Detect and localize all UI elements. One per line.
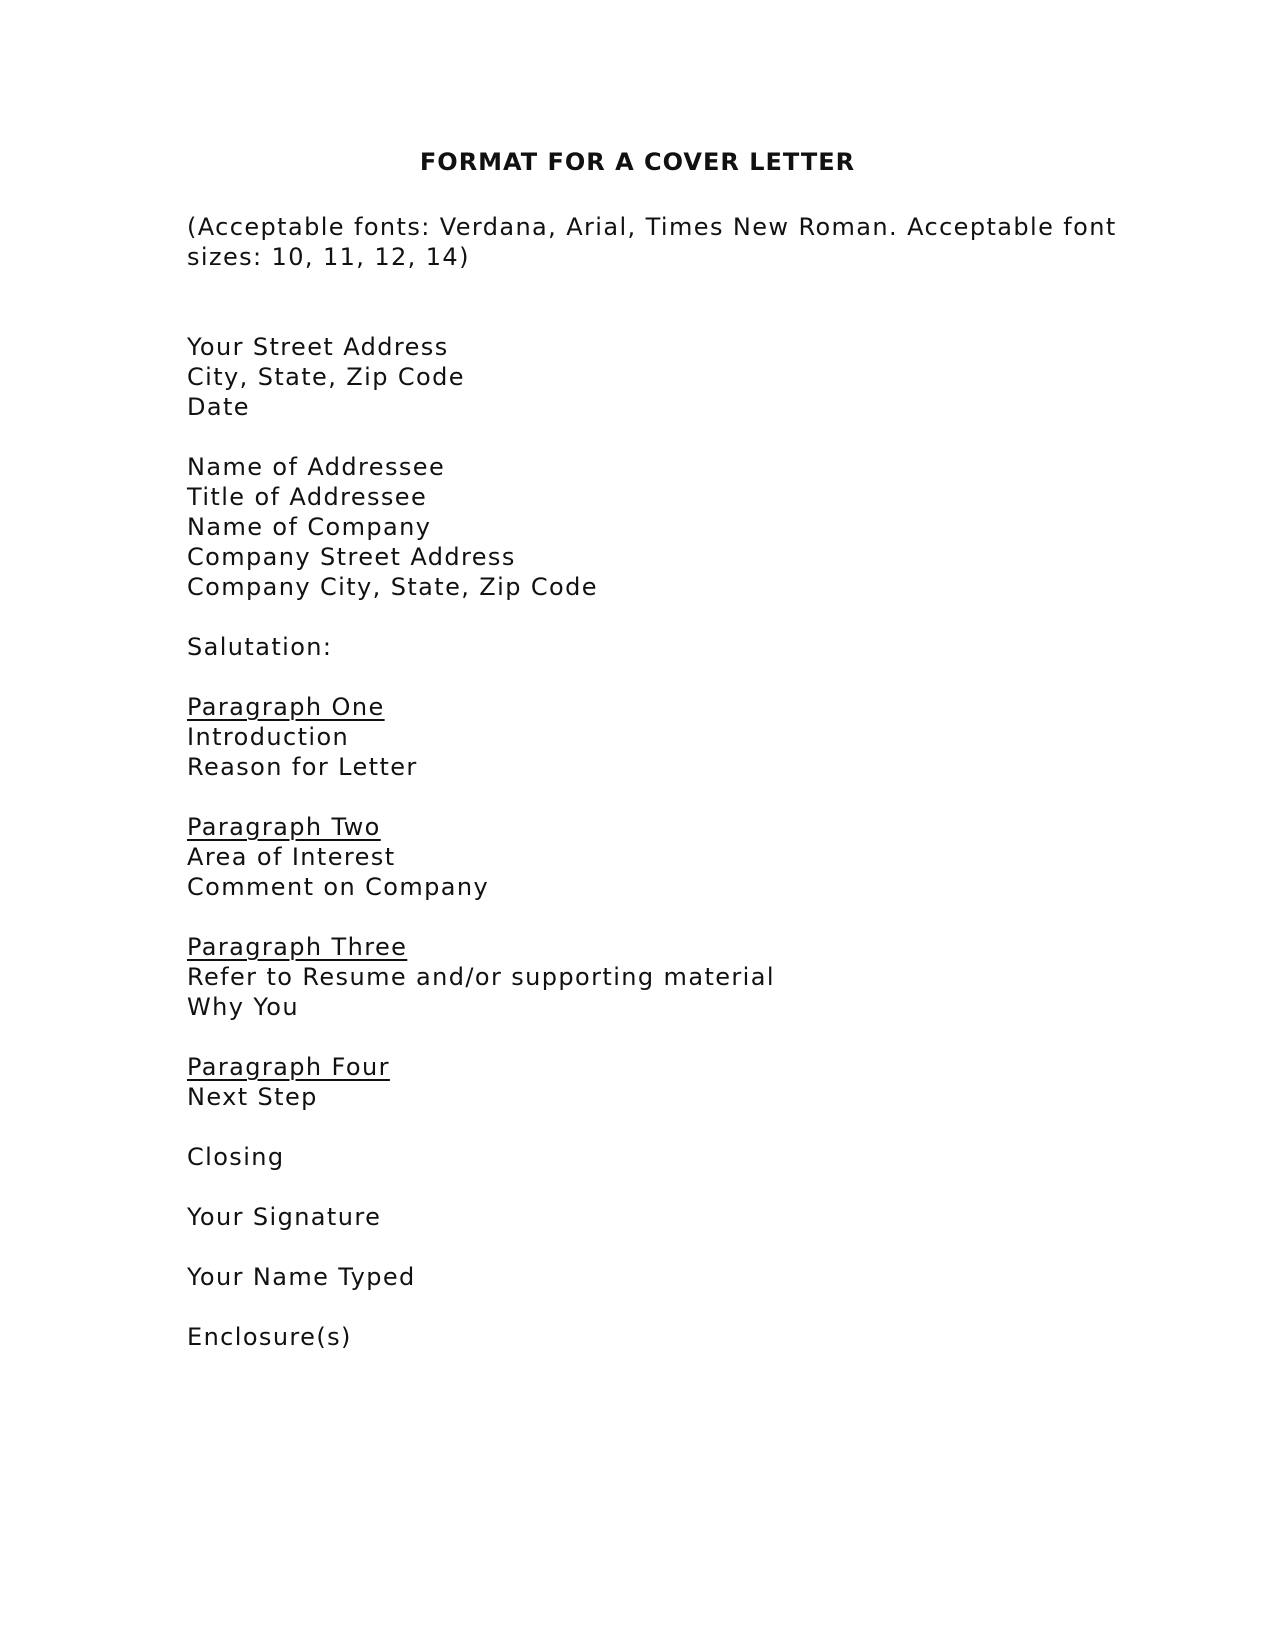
spacer: [187, 1232, 1107, 1262]
letter-date: Date: [187, 393, 250, 421]
sender-street: Your Street Address: [187, 333, 449, 361]
spacer: [187, 902, 1107, 932]
paragraph-one-line: Introduction: [187, 723, 350, 751]
spacer: [187, 272, 1107, 332]
addressee-name: Name of Addressee: [187, 453, 446, 481]
paragraph-two-line: Area of Interest: [187, 843, 396, 871]
spacer: [187, 422, 1107, 452]
signature-line: Your Signature: [187, 1203, 382, 1231]
font-note: [187, 212, 1117, 272]
enclosures: Enclosure(s): [187, 1323, 352, 1351]
spacer: [187, 602, 1107, 632]
paragraph-three-heading: Paragraph Three: [187, 933, 408, 961]
paragraph-four-block: [187, 1052, 1107, 1112]
salutation: Salutation:: [187, 633, 333, 661]
spacer: [187, 1172, 1107, 1202]
addressee-block: [187, 452, 1107, 602]
paragraph-three-block: [187, 932, 1107, 1022]
document-title: FORMAT FOR A COVER LETTER: [419, 148, 856, 176]
addressee-title: Title of Addressee: [187, 483, 428, 511]
paragraph-one-heading: Paragraph One: [187, 693, 385, 721]
document-body: [187, 212, 1117, 1352]
spacer: [187, 1022, 1107, 1052]
company-city-state-zip: Company City, State, Zip Code: [187, 573, 598, 601]
paragraph-two-block: [187, 812, 1107, 902]
paragraph-one-block: [187, 692, 1107, 782]
paragraph-four-line: Next Step: [187, 1083, 318, 1111]
paragraph-four-heading: Paragraph Four: [187, 1053, 390, 1081]
paragraph-one-line: Reason for Letter: [187, 753, 418, 781]
spacer: [187, 1112, 1107, 1142]
paragraph-two-heading: Paragraph Two: [187, 813, 381, 841]
company-street: Company Street Address: [187, 543, 516, 571]
name-typed: Your Name Typed: [187, 1263, 416, 1291]
spacer: [187, 782, 1107, 812]
sender-address-block: [187, 332, 1107, 422]
company-name: Name of Company: [187, 513, 432, 541]
font-note-line-2: sizes: 10, 11, 12, 14): [187, 243, 470, 271]
spacer: [187, 662, 1107, 692]
sender-city-state-zip: City, State, Zip Code: [187, 363, 465, 391]
paragraph-three-line: Refer to Resume and/or supporting material: [187, 963, 775, 991]
spacer: [187, 1292, 1107, 1322]
paragraph-two-line: Comment on Company: [187, 873, 490, 901]
font-note-line-1: (Acceptable fonts: Verdana, Arial, Times New Roman. Acceptable font: [187, 213, 1117, 241]
closing: Closing: [187, 1143, 285, 1171]
paragraph-three-line: Why You: [187, 993, 299, 1021]
